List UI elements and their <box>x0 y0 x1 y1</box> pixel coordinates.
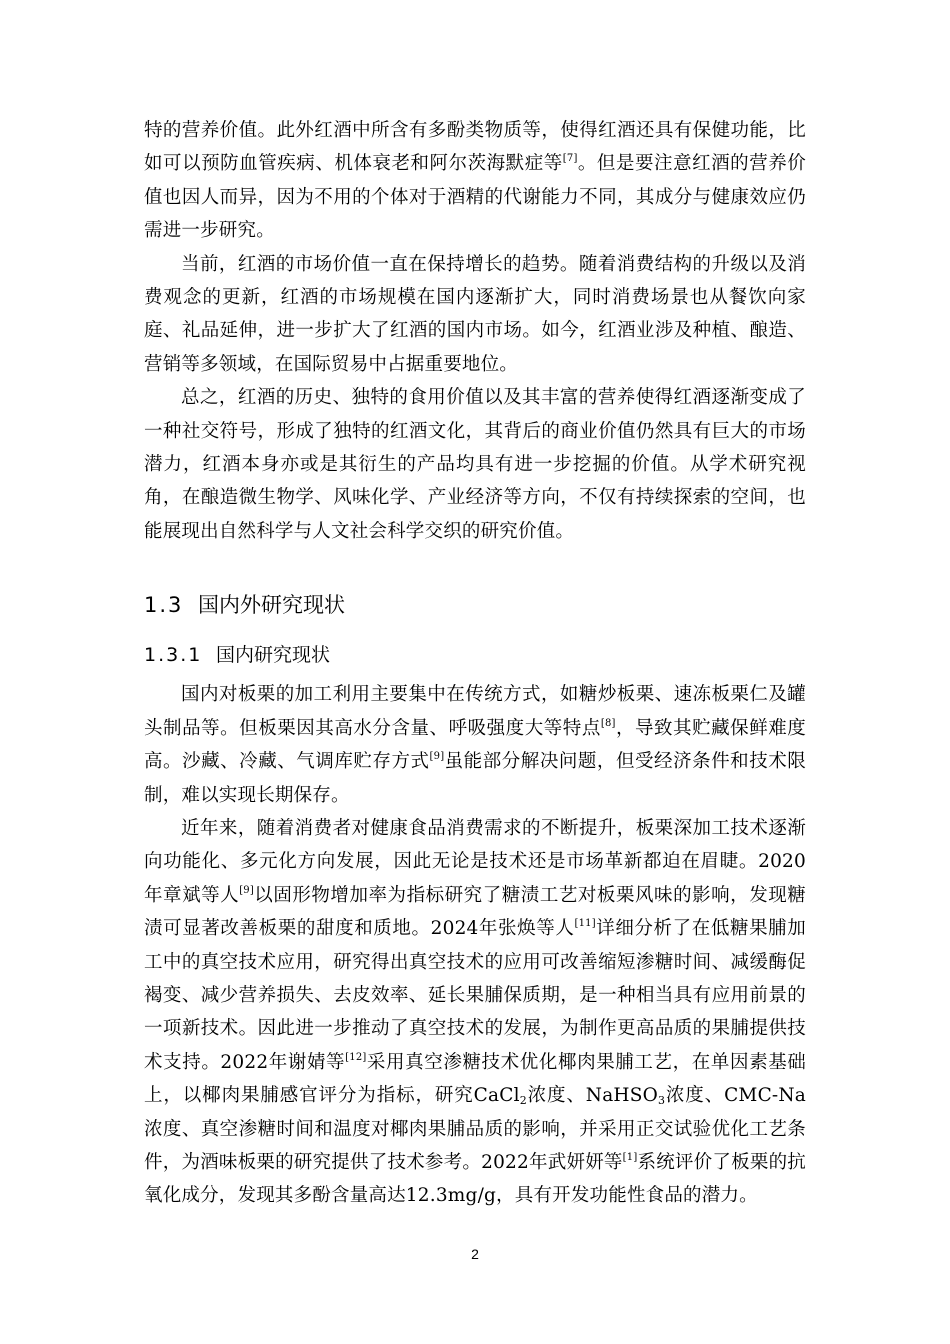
paragraph <box>144 381 806 548</box>
paragraph <box>144 248 806 382</box>
paragraph-text: 总之，红酒的历史、独特的食用价值以及其丰富的营养使得红酒逐渐变成了一种社交符号，形成了独特的红酒文化，其背后的商业价值仍然具有巨大的市场潜力，红酒本身亦或是其衍生的产品均具有进一步挖掘的价值。从学术研究视角，在酿造微生物学、风味化学、产业经济等方向，不仅有持续探索的空间，也能展现出自然科学与人文社会科学交织的研究价值。 <box>144 387 806 542</box>
paragraph <box>144 114 806 248</box>
subscript: 2 <box>519 1094 527 1108</box>
section-title: 国内外研究现状 <box>198 593 345 618</box>
body-text-bottom <box>144 678 806 1213</box>
page-content <box>144 114 806 1213</box>
section-number: 1.3 <box>144 593 184 618</box>
subscript: 3 <box>658 1094 666 1108</box>
paragraph-text: 国内对板栗的加工利用主要集中在传统方式，如糖炒板栗、速冻板栗仁及罐头制品等。但板栗因其高水分含量、呼吸强度大等特点 <box>144 684 806 739</box>
page-number: 2 <box>471 1246 479 1262</box>
paragraph-text: 以固形物增加率为指标研究了糖渍工艺对板栗风味的影响，发现糖渍可显著改善板栗的甜度和质地。2024年张焕等人 <box>144 884 806 940</box>
citation-ref: [8] <box>600 717 616 729</box>
subsection-heading <box>144 640 806 670</box>
paragraph-text: 浓度、NaHSO <box>526 1085 658 1107</box>
subsection-title: 国内研究现状 <box>216 644 331 667</box>
paragraph-text: ，导致其贮藏保鲜难度高。沙藏、冷藏、气调库贮存方式 <box>144 717 806 773</box>
subsection-number: 1.3.1 <box>144 644 203 667</box>
paragraph-text: 详细分析了在低糖果脯加工中的真空技术应用，研究得出真空技术的应用可改善缩短渗糖时间、减缓酶促褐变、减少营养损失、去皮效率、延长果脯保质期，是一种相当具有应用前景的一项新技术。因此进一步推动了真空技术的发展，为制作更高品质的果脯提供技术支持。2022年谢婧等 <box>144 918 806 1073</box>
body-text-top <box>144 114 806 548</box>
paragraph <box>144 678 806 812</box>
citation-ref: [12] <box>345 1051 367 1063</box>
paragraph-text: 当前，红酒的市场价值一直在保持增长的趋势。随着消费结构的升级以及消费观念的更新，红酒的市场规模在国内逐渐扩大，同时消费场景也从餐饮向家庭、礼品延伸，进一步扩大了红酒的国内市场。如今，红酒业涉及种植、酿造、营销等多领域，在国际贸易中占据重要地位。 <box>144 253 806 375</box>
citation-ref: [9] <box>429 751 445 763</box>
paragraph-text: 采用真空渗糖技术优化椰肉果脯工艺，在单因素基础上，以椰肉果脯感官评分为指标，研究CaCl <box>144 1051 807 1107</box>
section-heading <box>144 588 806 622</box>
paragraph-text: 近年来，随着消费者对健康食品消费需求的不断提升，板栗深加工技术逐渐向功能化、多元化方向发展，因此无论是技术还是市场革新都迫在眉睫。2020年章斌等人 <box>144 817 806 906</box>
paragraph-text: 浓度、CMC-Na浓度、真空渗糖时间和温度对椰肉果脯品质的影响，并采用正交试验优化工艺条件，为酒味板栗的研究提供了技术参考。2022年武妍妍等 <box>144 1085 806 1173</box>
citation-ref: [11] <box>574 918 596 930</box>
paragraph-text: 特的营养价值。此外红酒中所含有多酚类物质等，使得红酒还具有保健功能，比如可以预防血管疾病、机体衰老和阿尔茨海默症等 <box>144 120 806 175</box>
paragraph-text: 。但是要注意红酒的营养价值也因人而异，因为不用的个体对于酒精的代谢能力不同，其成分与健康效应仍需进一步研究。 <box>144 153 806 242</box>
paragraph <box>144 812 806 1213</box>
citation-ref: [9] <box>239 884 254 896</box>
citation-ref: [1] <box>622 1151 638 1163</box>
paragraph-text: 虽能部分解决问题，但受经济条件和技术限制，难以实现长期保存。 <box>144 751 806 806</box>
paragraph-text: 系统评价了板栗的抗氧化成分，发现其多酚含量高达12.3mg/g，具有开发功能性食品的潜力。 <box>144 1151 806 1207</box>
citation-ref: [7] <box>562 153 578 165</box>
